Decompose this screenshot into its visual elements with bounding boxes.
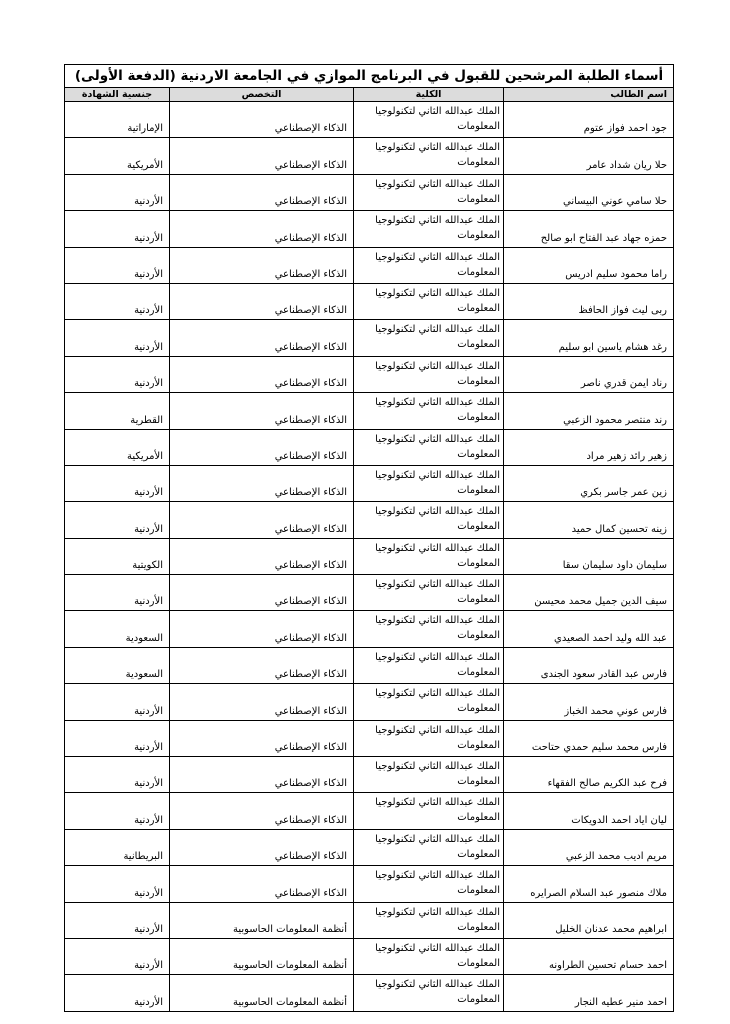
admission-list-sheet <box>65 64 674 1012</box>
nationality-cell: الأردنية <box>65 247 170 283</box>
student-name-cell: حمزه جهاد عبد الفتاح ابو صالح <box>504 211 674 247</box>
college-cell <box>354 975 504 1011</box>
college-line-1: الملك عبدالله الثاني لتكنولوجيا <box>375 761 500 773</box>
nationality-cell: الأردنية <box>65 793 170 829</box>
college-line-2: المعلومات <box>457 739 500 751</box>
college-line-1: الملك عبدالله الثاني لتكنولوجيا <box>375 651 500 663</box>
nationality-cell: الأردنية <box>65 975 170 1011</box>
college-cell <box>354 174 504 210</box>
student-name-cell: زين عمر جاسر بكري <box>504 465 674 501</box>
college-line-2: المعلومات <box>457 448 500 460</box>
nationality-cell: الأردنية <box>65 174 170 210</box>
student-name-cell: عبد الله وليد احمد الصعيدي <box>504 611 674 647</box>
specialty-cell: أنظمة المعلومات الحاسوبية <box>170 902 354 938</box>
student-name-cell: سليمان داود سليمان سقا <box>504 538 674 574</box>
table-row <box>65 247 674 283</box>
table-row <box>65 611 674 647</box>
college-line-2: المعلومات <box>457 302 500 314</box>
college-line-2: المعلومات <box>457 921 500 933</box>
college-cell <box>354 538 504 574</box>
document-title: أسماء الطلبة المرشحين للقبول في البرنامج الموازي في الجامعة الاردنية (الدفعة الأولى) <box>65 65 674 88</box>
specialty-cell: الذكاء الإصطناعي <box>170 211 354 247</box>
header-nationality: جنسية الشهادة <box>65 88 170 102</box>
student-name-cell: مريم اديب محمد الزعبي <box>504 829 674 865</box>
nationality-cell: الأردنية <box>65 902 170 938</box>
college-line-2: المعلومات <box>457 776 500 788</box>
college-line-2: المعلومات <box>457 594 500 606</box>
college-cell <box>354 102 504 138</box>
table-row <box>65 356 674 392</box>
nationality-cell: الإماراتية <box>65 102 170 138</box>
nationality-cell: الأردنية <box>65 465 170 501</box>
student-name-cell: احمد حسام تحسين الطراونه <box>504 938 674 974</box>
table-row <box>65 138 674 174</box>
nationality-cell: الكويتية <box>65 538 170 574</box>
student-name-cell: زينه تحسين كمال حميد <box>504 502 674 538</box>
college-line-2: المعلومات <box>457 885 500 897</box>
college-line-2: المعلومات <box>457 266 500 278</box>
college-line-1: الملك عبدالله الثاني لتكنولوجيا <box>375 870 500 882</box>
table-row <box>65 975 674 1011</box>
college-line-2: المعلومات <box>457 339 500 351</box>
college-cell <box>354 320 504 356</box>
table-row <box>65 575 674 611</box>
table-row <box>65 393 674 429</box>
college-cell <box>354 720 504 756</box>
college-cell <box>354 138 504 174</box>
table-row <box>65 757 674 793</box>
nationality-cell: القطرية <box>65 393 170 429</box>
college-cell <box>354 611 504 647</box>
college-cell <box>354 575 504 611</box>
specialty-cell: الذكاء الإصطناعي <box>170 320 354 356</box>
specialty-cell: الذكاء الإصطناعي <box>170 102 354 138</box>
student-name-cell: ملاك منصور عبد السلام الصرايره <box>504 866 674 902</box>
college-line-1: الملك عبدالله الثاني لتكنولوجيا <box>375 615 500 627</box>
table-row <box>65 647 674 683</box>
student-name-cell: حلا سامي عوني البيساني <box>504 174 674 210</box>
nationality-cell: الأردنية <box>65 211 170 247</box>
college-line-2: المعلومات <box>457 230 500 242</box>
student-name-cell: رناد ايمن قدري ناصر <box>504 356 674 392</box>
specialty-cell: الذكاء الإصطناعي <box>170 393 354 429</box>
student-name-cell: سيف الدين جميل محمد محيسن <box>504 575 674 611</box>
table-row <box>65 465 674 501</box>
specialty-cell: الذكاء الإصطناعي <box>170 793 354 829</box>
college-line-2: المعلومات <box>457 121 500 132</box>
college-cell <box>354 429 504 465</box>
college-line-1: الملك عبدالله الثاني لتكنولوجيا <box>375 397 500 409</box>
college-line-2: المعلومات <box>457 157 500 169</box>
nationality-cell: البريطانية <box>65 829 170 865</box>
college-line-1: الملك عبدالله الثاني لتكنولوجيا <box>375 142 500 154</box>
college-cell <box>354 465 504 501</box>
specialty-cell: الذكاء الإصطناعي <box>170 538 354 574</box>
college-cell <box>354 356 504 392</box>
nationality-cell: الأمريكية <box>65 138 170 174</box>
college-line-2: المعلومات <box>457 412 500 424</box>
table-row <box>65 502 674 538</box>
table-row <box>65 793 674 829</box>
college-line-1: الملك عبدالله الثاني لتكنولوجيا <box>375 469 500 481</box>
specialty-cell: الذكاء الإصطناعي <box>170 866 354 902</box>
header-student-name: اسم الطالب <box>504 88 674 102</box>
college-line-1: الملك عبدالله الثاني لتكنولوجيا <box>375 360 500 372</box>
nationality-cell: الأردنية <box>65 502 170 538</box>
specialty-cell: الذكاء الإصطناعي <box>170 283 354 319</box>
college-line-1: الملك عبدالله الثاني لتكنولوجيا <box>375 724 500 736</box>
specialty-cell: الذكاء الإصطناعي <box>170 757 354 793</box>
college-line-1: الملك عبدالله الثاني لتكنولوجيا <box>375 506 500 518</box>
table-row <box>65 938 674 974</box>
student-name-cell: راما محمود سليم ادريس <box>504 247 674 283</box>
college-line-2: المعلومات <box>457 630 500 642</box>
college-line-1: الملك عبدالله الثاني لتكنولوجيا <box>375 178 500 190</box>
college-cell <box>354 866 504 902</box>
college-line-1: الملك عبدالله الثاني لتكنولوجيا <box>375 251 500 263</box>
specialty-cell: الذكاء الإصطناعي <box>170 647 354 683</box>
college-line-2: المعلومات <box>457 957 500 969</box>
nationality-cell: الأردنية <box>65 866 170 902</box>
specialty-cell: الذكاء الإصطناعي <box>170 684 354 720</box>
college-cell <box>354 211 504 247</box>
students-table <box>64 64 674 1012</box>
college-cell <box>354 684 504 720</box>
nationality-cell: السعودية <box>65 611 170 647</box>
student-name-cell: جود احمد فواز عتوم <box>504 102 674 138</box>
table-row <box>65 866 674 902</box>
table-row <box>65 283 674 319</box>
specialty-cell: أنظمة المعلومات الحاسوبية <box>170 938 354 974</box>
nationality-cell: الأردنية <box>65 720 170 756</box>
specialty-cell: الذكاء الإصطناعي <box>170 465 354 501</box>
college-line-1: الملك عبدالله الثاني لتكنولوجيا <box>375 906 500 918</box>
college-line-1: الملك عبدالله الثاني لتكنولوجيا <box>375 287 500 299</box>
nationality-cell: السعودية <box>65 647 170 683</box>
table-row <box>65 429 674 465</box>
table-row <box>65 829 674 865</box>
specialty-cell: الذكاء الإصطناعي <box>170 720 354 756</box>
table-row <box>65 538 674 574</box>
specialty-cell: أنظمة المعلومات الحاسوبية <box>170 975 354 1011</box>
table-row <box>65 174 674 210</box>
college-line-1: الملك عبدالله الثاني لتكنولوجيا <box>375 979 500 991</box>
college-line-1: الملك عبدالله الثاني لتكنولوجيا <box>375 215 500 227</box>
college-line-1: الملك عبدالله الثاني لتكنولوجيا <box>375 833 500 845</box>
college-line-1: الملك عبدالله الثاني لتكنولوجيا <box>375 433 500 445</box>
nationality-cell: الأردنية <box>65 283 170 319</box>
specialty-cell: الذكاء الإصطناعي <box>170 575 354 611</box>
college-line-1: الملك عبدالله الثاني لتكنولوجيا <box>375 542 500 554</box>
college-line-2: المعلومات <box>457 812 500 824</box>
college-line-1: الملك عبدالله الثاني لتكنولوجيا <box>375 324 500 336</box>
nationality-cell: الأردنية <box>65 320 170 356</box>
specialty-cell: الذكاء الإصطناعي <box>170 829 354 865</box>
specialty-cell: الذكاء الإصطناعي <box>170 356 354 392</box>
college-cell <box>354 902 504 938</box>
college-cell <box>354 829 504 865</box>
nationality-cell: الأردنية <box>65 757 170 793</box>
table-row <box>65 720 674 756</box>
specialty-cell: الذكاء الإصطناعي <box>170 611 354 647</box>
student-name-cell: فارس عبد القادر سعود الجندى <box>504 647 674 683</box>
college-line-2: المعلومات <box>457 375 500 387</box>
student-name-cell: فارس عوني محمد الخباز <box>504 684 674 720</box>
college-line-1: الملك عبدالله الثاني لتكنولوجيا <box>375 942 500 954</box>
table-row <box>65 211 674 247</box>
college-line-2: المعلومات <box>457 557 500 569</box>
college-line-1: الملك عبدالله الثاني لتكنولوجيا <box>375 579 500 591</box>
college-cell <box>354 283 504 319</box>
college-line-2: المعلومات <box>457 994 500 1006</box>
student-name-cell: ربى ليث فواز الحافظ <box>504 283 674 319</box>
table-header-row <box>65 88 674 102</box>
specialty-cell: الذكاء الإصطناعي <box>170 138 354 174</box>
college-line-2: المعلومات <box>457 666 500 678</box>
table-row <box>65 684 674 720</box>
student-name-cell: حلا ريان شداد عامر <box>504 138 674 174</box>
header-college: الكلية <box>354 88 504 102</box>
college-line-2: المعلومات <box>457 484 500 496</box>
student-name-cell: فرح عبد الكريم صالح الفقهاء <box>504 757 674 793</box>
specialty-cell: الذكاء الإصطناعي <box>170 429 354 465</box>
college-line-1: الملك عبدالله الثاني لتكنولوجيا <box>375 797 500 809</box>
nationality-cell: الأمريكية <box>65 429 170 465</box>
nationality-cell: الأردنية <box>65 684 170 720</box>
table-row <box>65 902 674 938</box>
college-line-2: المعلومات <box>457 193 500 205</box>
nationality-cell: الأردنية <box>65 356 170 392</box>
nationality-cell: الأردنية <box>65 575 170 611</box>
college-cell <box>354 247 504 283</box>
college-cell <box>354 647 504 683</box>
college-cell <box>354 393 504 429</box>
college-line-2: المعلومات <box>457 521 500 533</box>
college-cell <box>354 757 504 793</box>
student-name-cell: رغد هشام ياسين ابو سليم <box>504 320 674 356</box>
specialty-cell: الذكاء الإصطناعي <box>170 174 354 210</box>
table-row <box>65 320 674 356</box>
student-name-cell: رند منتصر محمود الزعبي <box>504 393 674 429</box>
student-name-cell: ابراهيم محمد عدنان الخليل <box>504 902 674 938</box>
specialty-cell: الذكاء الإصطناعي <box>170 502 354 538</box>
specialty-cell: الذكاء الإصطناعي <box>170 247 354 283</box>
header-specialty: التخصص <box>170 88 354 102</box>
student-name-cell: زهير رائد زهير مراد <box>504 429 674 465</box>
student-name-cell: فارس محمد سليم حمدي حتاحت <box>504 720 674 756</box>
college-cell <box>354 793 504 829</box>
college-cell <box>354 938 504 974</box>
college-line-1: الملك عبدالله الثاني لتكنولوجيا <box>375 688 500 700</box>
college-cell <box>354 502 504 538</box>
college-line-1: الملك عبدالله الثاني لتكنولوجيا <box>375 106 500 117</box>
table-row <box>65 102 674 138</box>
student-name-cell: ليان اياد احمد الدويكات <box>504 793 674 829</box>
college-line-2: المعلومات <box>457 703 500 715</box>
nationality-cell: الأردنية <box>65 938 170 974</box>
student-name-cell: احمد منير عطيه النجار <box>504 975 674 1011</box>
college-line-2: المعلومات <box>457 848 500 860</box>
